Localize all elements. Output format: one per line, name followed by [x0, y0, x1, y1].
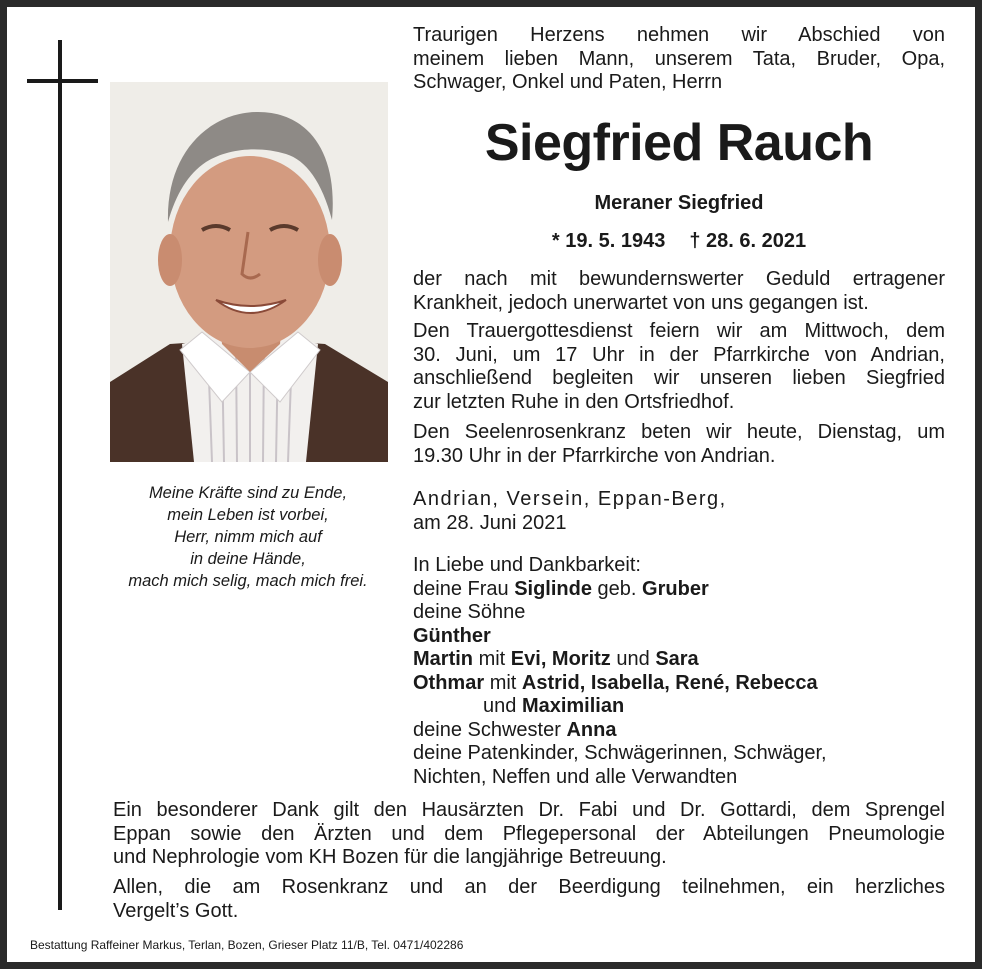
family-heading: In Liebe und Dankbarkeit: — [413, 554, 641, 576]
place-line: Andrian, Versein, Eppan-Berg, — [413, 488, 727, 510]
family-son-continued: und Maximilian — [483, 695, 625, 717]
birth-date: * 19. 5. 1943 — [551, 230, 666, 252]
funeral-home-footer: Bestattung Raffeiner Markus, Terlan, Bozen, Grieser Platz 11/B, Tel. 0471/402286 — [30, 938, 464, 952]
portrait-photo — [110, 82, 388, 462]
family-list — [413, 554, 945, 789]
verse-line: mach mich selig, mach mich frei. — [128, 572, 368, 590]
intro-text — [413, 24, 945, 95]
text-line: Ein besonderer Dank gilt den Hausärzten Dr. Fabi und Dr. Gottardi, dem Sprengel — [113, 799, 945, 821]
family-sons-label: deine Söhne — [413, 601, 526, 623]
verse-line: in deine Hände, — [190, 550, 306, 568]
text-line: Vergelt’s Gott. — [113, 899, 239, 922]
text-line: Eppan sowie den Ärzten und dem Pflegepersonal der Abteilungen Pneumologie — [113, 822, 945, 845]
text-line: der nach mit bewundernswerter Geduld ertragener — [413, 268, 945, 290]
thanks-paragraph — [113, 799, 945, 870]
family-wife: deine Frau Siglinde geb. Gruber — [413, 577, 709, 600]
family-son: Othmar mit Astrid, Isabella, René, Rebecca — [413, 671, 818, 694]
verse-line: Herr, nimm mich auf — [174, 528, 322, 546]
text-line: zur letzten Ruhe in den Ortsfriedhof. — [413, 390, 735, 413]
cross-horizontal-bar — [27, 79, 98, 83]
intro-line: Schwager, Onkel und Paten, Herrn — [413, 71, 723, 93]
family-godchildren: deine Patenkinder, Schwägerinnen, Schwäger, — [413, 742, 827, 764]
memorial-verse — [100, 482, 396, 592]
rosary-paragraph — [413, 421, 945, 468]
text-line: 30. Juni, um 17 Uhr in der Pfarrkirche von Andrian, — [413, 343, 945, 366]
intro-line: Traurigen Herzens nehmen wir Abschied von — [413, 24, 945, 46]
life-dates — [413, 230, 945, 253]
family-son: Günther — [413, 624, 491, 647]
death-date: † 28. 6. 2021 — [689, 230, 807, 252]
family-son: Martin mit Evi, Moritz und Sara — [413, 648, 699, 670]
text-line: anschließend begleiten wir unseren lieben Siegfried — [413, 367, 945, 389]
verse-line: Meine Kräfte sind zu Ende, — [148, 484, 348, 502]
text-line: und Nephrologie vom KH Bozen für die langjährige Betreuung. — [113, 846, 667, 868]
verse-line: mein Leben ist vorbei, — [167, 506, 329, 524]
deceased-name: Siegfried Rauch — [484, 114, 874, 172]
date-line: am 28. Juni 2021 — [413, 511, 567, 534]
funeral-paragraph — [413, 320, 945, 414]
text-line: Den Trauergottesdienst feiern wir am Mittwoch, dem — [413, 320, 945, 342]
illness-paragraph — [413, 268, 945, 315]
text-line: Krankheit, jedoch unerwartet von uns gegangen ist. — [413, 291, 869, 314]
text-line: 19.30 Uhr in der Pfarrkirche von Andrian. — [413, 444, 776, 467]
intro-line: meinem lieben Mann, unserem Tata, Bruder, Opa, — [413, 47, 945, 70]
cross-vertical-bar — [58, 40, 62, 910]
text-line: Den Seelenrosenkranz beten wir heute, Dienstag, um — [413, 421, 945, 443]
deceased-nickname: Meraner Siegfried — [594, 192, 764, 214]
text-line: Allen, die am Rosenkranz und an der Beerdigung teilnehmen, ein herzliches — [113, 876, 945, 898]
place-and-date — [413, 488, 945, 535]
gratitude-paragraph — [113, 876, 945, 923]
family-relatives: Nichten, Neffen und alle Verwandten — [413, 765, 738, 788]
family-sister: deine Schwester Anna — [413, 718, 617, 741]
